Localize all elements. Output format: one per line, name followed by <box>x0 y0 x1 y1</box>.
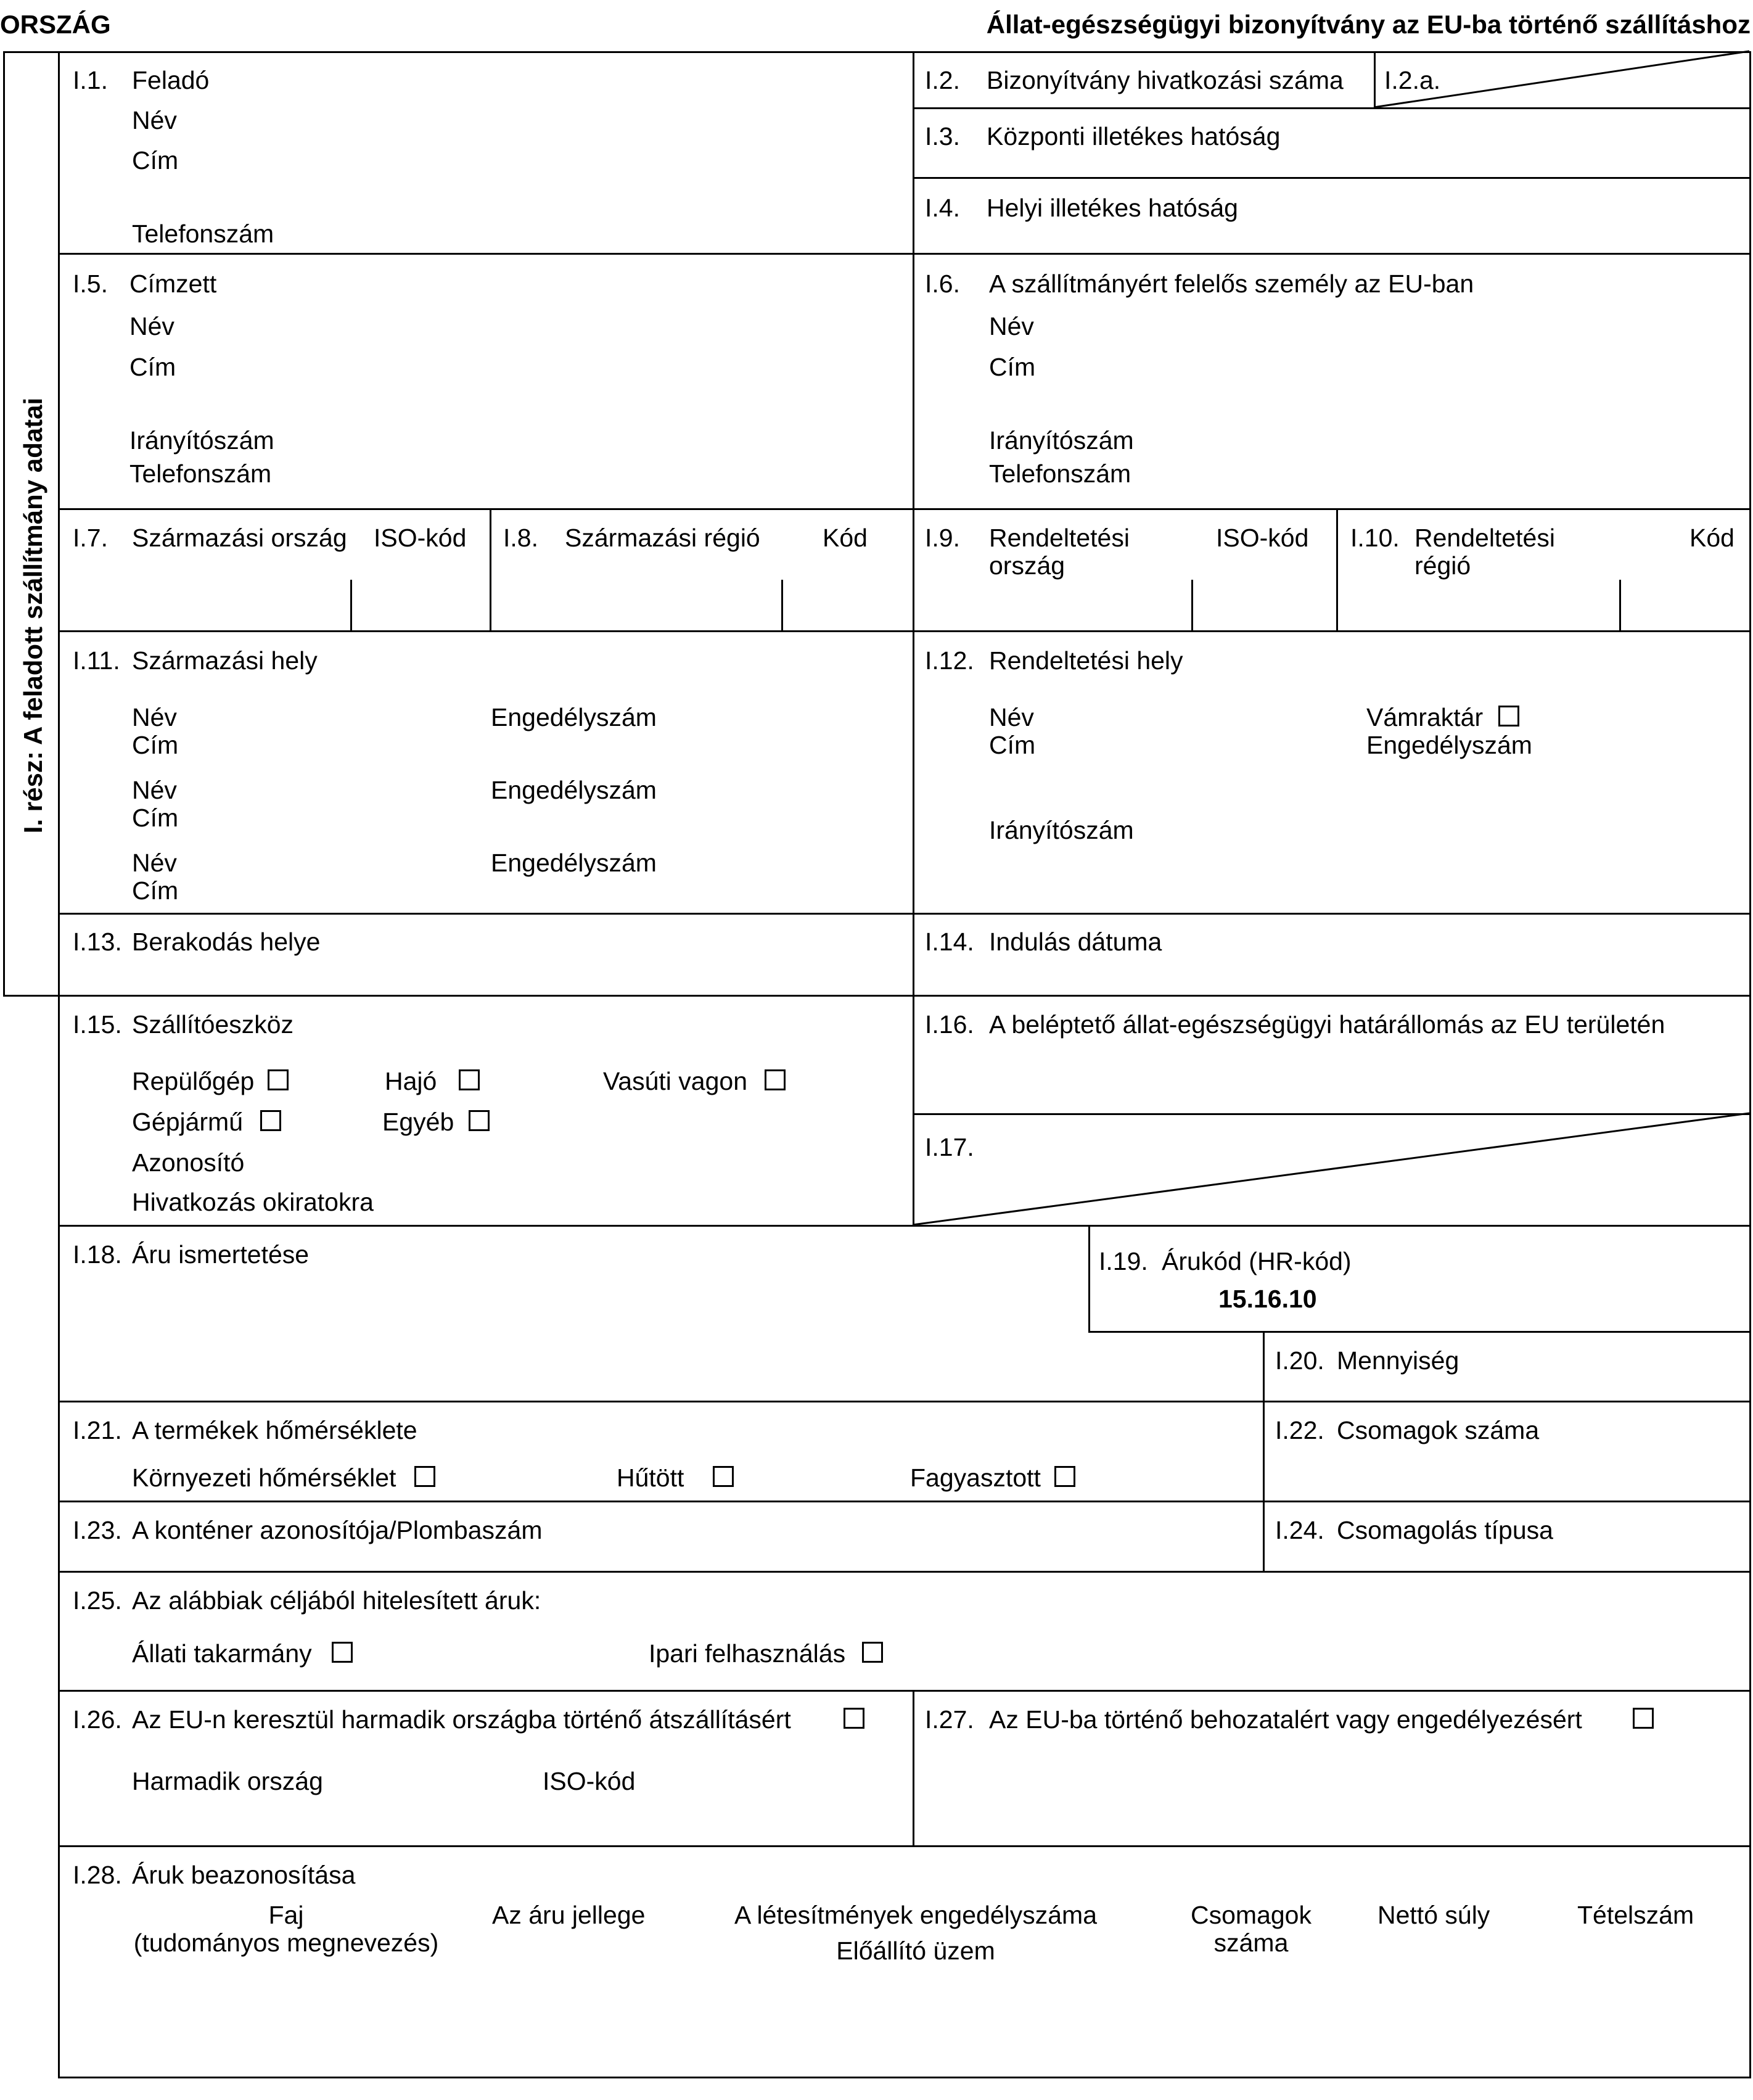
box-23-title: A konténer azonosítója/Plombaszám <box>132 1516 543 1544</box>
box-2a-number: I.2.a. <box>1384 66 1441 94</box>
col-net-weight: Nettó súly <box>1377 1901 1490 1929</box>
transport-identification-label: Azonosító <box>132 1148 245 1177</box>
chilled-checkbox[interactable] <box>713 1466 734 1487</box>
box-18-title: Áru ismertetése <box>132 1240 310 1269</box>
col-packages-line2: száma <box>1213 1929 1289 1957</box>
box-1-number: I.1. <box>73 66 108 94</box>
origin-2-name-label: Név <box>132 776 177 804</box>
part-one-side-label: I. rész: A feladott szállítmány adatai <box>18 397 47 834</box>
box-25-title: Az alábbiak céljából hitelesített áruk: <box>132 1586 541 1615</box>
consignee-phone-label: Telefonszám <box>129 459 272 488</box>
box-8-title: Származási régió <box>565 524 760 552</box>
box-9-number: I.9. <box>925 524 960 552</box>
consignor-address-label: Cím <box>132 146 179 175</box>
box-1-title: Feladó <box>132 66 210 94</box>
certificate-title: Állat-egészségügyi bizonyítvány az EU-ba történő szállításhoz <box>986 10 1751 39</box>
customs-warehouse-checkbox[interactable] <box>1498 706 1519 727</box>
origin-1-name-label: Név <box>132 703 177 731</box>
road-vehicle-label: Gépjármű <box>132 1108 244 1136</box>
box-20-number: I.20. <box>1275 1346 1324 1375</box>
origin-3-approval-label: Engedélyszám <box>491 849 657 877</box>
destination-address-label: Cím <box>989 731 1036 759</box>
box-5-title: Címzett <box>129 270 217 298</box>
frozen-checkbox[interactable] <box>1054 1466 1075 1487</box>
box-16-title: A beléptető állat-egészségügyi határállomás az EU területén <box>989 1010 1665 1039</box>
box-19-number: I.19. <box>1099 1247 1148 1275</box>
origin-3-address-label: Cím <box>132 876 179 905</box>
responsible-name-label: Név <box>989 312 1034 340</box>
destination-postcode-label: Irányítószám <box>989 816 1134 844</box>
box-9-title-line1: Rendeltetési <box>989 524 1130 552</box>
ship-checkbox[interactable] <box>459 1069 480 1090</box>
rail-wagon-checkbox[interactable] <box>765 1069 786 1090</box>
box-10-number: I.10. <box>1350 524 1400 552</box>
origin-3-name-label: Név <box>132 849 177 877</box>
box-4-number: I.4. <box>925 194 960 222</box>
box-21-number: I.21. <box>73 1416 122 1444</box>
consignee-name-label: Név <box>129 312 174 340</box>
box-5-number: I.5. <box>73 270 108 298</box>
third-country-label: Harmadik ország <box>132 1767 323 1795</box>
ambient-checkbox[interactable] <box>414 1466 435 1487</box>
box-7-code-label: ISO-kód <box>374 524 467 552</box>
box-3-number: I.3. <box>925 122 960 150</box>
box-17-number: I.17. <box>925 1133 974 1161</box>
box-26-title: Az EU-n keresztül harmadik országba történő átszállításért <box>132 1705 791 1734</box>
origin-1-approval-label: Engedélyszám <box>491 703 657 731</box>
origin-2-address-label: Cím <box>132 804 179 832</box>
other-transport-checkbox[interactable] <box>469 1110 490 1131</box>
box-24-title: Csomagolás típusa <box>1337 1516 1553 1544</box>
box-16-number: I.16. <box>925 1010 974 1039</box>
box-22-title: Csomagok száma <box>1337 1416 1540 1444</box>
responsible-phone-label: Telefonszám <box>989 459 1131 488</box>
chilled-label: Hűtött <box>617 1464 684 1492</box>
box-15-title: Szállítóeszköz <box>132 1010 294 1039</box>
consignor-name-label: Név <box>132 106 177 134</box>
box-7-title: Származási ország <box>132 524 347 552</box>
animal-feed-checkbox[interactable] <box>332 1642 353 1663</box>
box-9-title-line2: ország <box>989 551 1065 580</box>
box-27-number: I.27. <box>925 1705 974 1734</box>
commodity-code-value: 15.16.10 <box>1218 1285 1317 1313</box>
box-6-title: A szállítmányért felelős személy az EU-ban <box>989 270 1474 298</box>
box-14-number: I.14. <box>925 928 974 956</box>
col-approval-number: A létesítmények engedélyszáma <box>734 1901 1097 1929</box>
ambient-label: Környezeti hőmérséklet <box>132 1464 396 1492</box>
box-7-number: I.7. <box>73 524 108 552</box>
airplane-label: Repülőgép <box>132 1067 255 1095</box>
box-10-title-line2: régió <box>1414 551 1471 580</box>
other-transport-label: Egyéb <box>382 1108 454 1136</box>
consignee-postcode-label: Irányítószám <box>129 426 274 455</box>
col-packages-line1: Csomagok <box>1191 1901 1312 1929</box>
box-15-number: I.15. <box>73 1010 122 1039</box>
box-13-number: I.13. <box>73 928 122 956</box>
box-8-code-label: Kód <box>823 524 868 552</box>
animal-feed-label: Állati takarmány <box>132 1639 312 1668</box>
box-28-number: I.28. <box>73 1861 122 1889</box>
box-24-number: I.24. <box>1275 1516 1324 1544</box>
import-checkbox[interactable] <box>1633 1708 1654 1729</box>
box-19-title: Árukód (HR-kód) <box>1162 1247 1352 1275</box>
box-18-number: I.18. <box>73 1240 122 1269</box>
box-20-title: Mennyiség <box>1337 1346 1459 1375</box>
box-4-title: Helyi illetékes hatóság <box>987 194 1238 222</box>
customs-warehouse-label: Vámraktár <box>1366 703 1484 731</box>
col-manufacturing-plant: Előállító üzem <box>836 1937 995 1965</box>
destination-approval-label: Engedélyszám <box>1366 731 1532 759</box>
transit-checkbox[interactable] <box>844 1708 864 1729</box>
box-9-code-label: ISO-kód <box>1216 524 1309 552</box>
box-14-title: Indulás dátuma <box>989 928 1162 956</box>
box-26-number: I.26. <box>73 1705 122 1734</box>
box-13-title: Berakodás helye <box>132 928 321 956</box>
rail-wagon-label: Vasúti vagon <box>603 1067 748 1095</box>
box-2-title: Bizonyítvány hivatkozási száma <box>987 66 1344 94</box>
box-12-number: I.12. <box>925 646 974 675</box>
col-nature-of-commodity: Az áru jellege <box>492 1901 646 1929</box>
box-10-code-label: Kód <box>1689 524 1735 552</box>
box-21-title: A termékek hőmérséklete <box>132 1416 417 1444</box>
frozen-label: Fagyasztott <box>910 1464 1041 1492</box>
box-12-title: Rendeltetési hely <box>989 646 1183 675</box>
box-8-number: I.8. <box>503 524 538 552</box>
destination-name-label: Név <box>989 703 1034 731</box>
country-label: ORSZÁG <box>0 10 111 39</box>
documentary-references-label: Hivatkozás okiratokra <box>132 1188 374 1216</box>
box-22-number: I.22. <box>1275 1416 1324 1444</box>
third-country-code-label: ISO-kód <box>543 1767 636 1795</box>
col-species-line2: (tudományos megnevezés) <box>133 1929 439 1957</box>
box-2-number: I.2. <box>925 66 960 94</box>
industrial-use-label: Ipari felhasználás <box>649 1639 846 1668</box>
origin-1-address-label: Cím <box>132 731 179 759</box>
consignee-address-label: Cím <box>129 353 176 381</box>
box-23-number: I.23. <box>73 1516 122 1544</box>
industrial-use-checkbox[interactable] <box>862 1642 883 1663</box>
box-28-title: Áruk beazonosítása <box>132 1861 356 1889</box>
responsible-address-label: Cím <box>989 353 1036 381</box>
airplane-checkbox[interactable] <box>268 1069 289 1090</box>
box-25-number: I.25. <box>73 1586 122 1615</box>
box-6-number: I.6. <box>925 270 960 298</box>
road-vehicle-checkbox[interactable] <box>260 1110 281 1131</box>
box-3-title: Központi illetékes hatóság <box>987 122 1281 150</box>
box-27-title: Az EU-ba történő behozatalért vagy engedélyezésért <box>989 1705 1582 1734</box>
ship-label: Hajó <box>385 1067 437 1095</box>
consignor-phone-label: Telefonszám <box>132 220 274 248</box>
col-batch-number: Tételszám <box>1577 1901 1694 1929</box>
col-species-line1: Faj <box>268 1901 304 1929</box>
responsible-postcode-label: Irányítószám <box>989 426 1134 455</box>
box-11-number: I.11. <box>73 646 120 675</box>
origin-2-approval-label: Engedélyszám <box>491 776 657 804</box>
box-11-title: Származási hely <box>132 646 318 675</box>
box-10-title-line1: Rendeltetési <box>1414 524 1555 552</box>
